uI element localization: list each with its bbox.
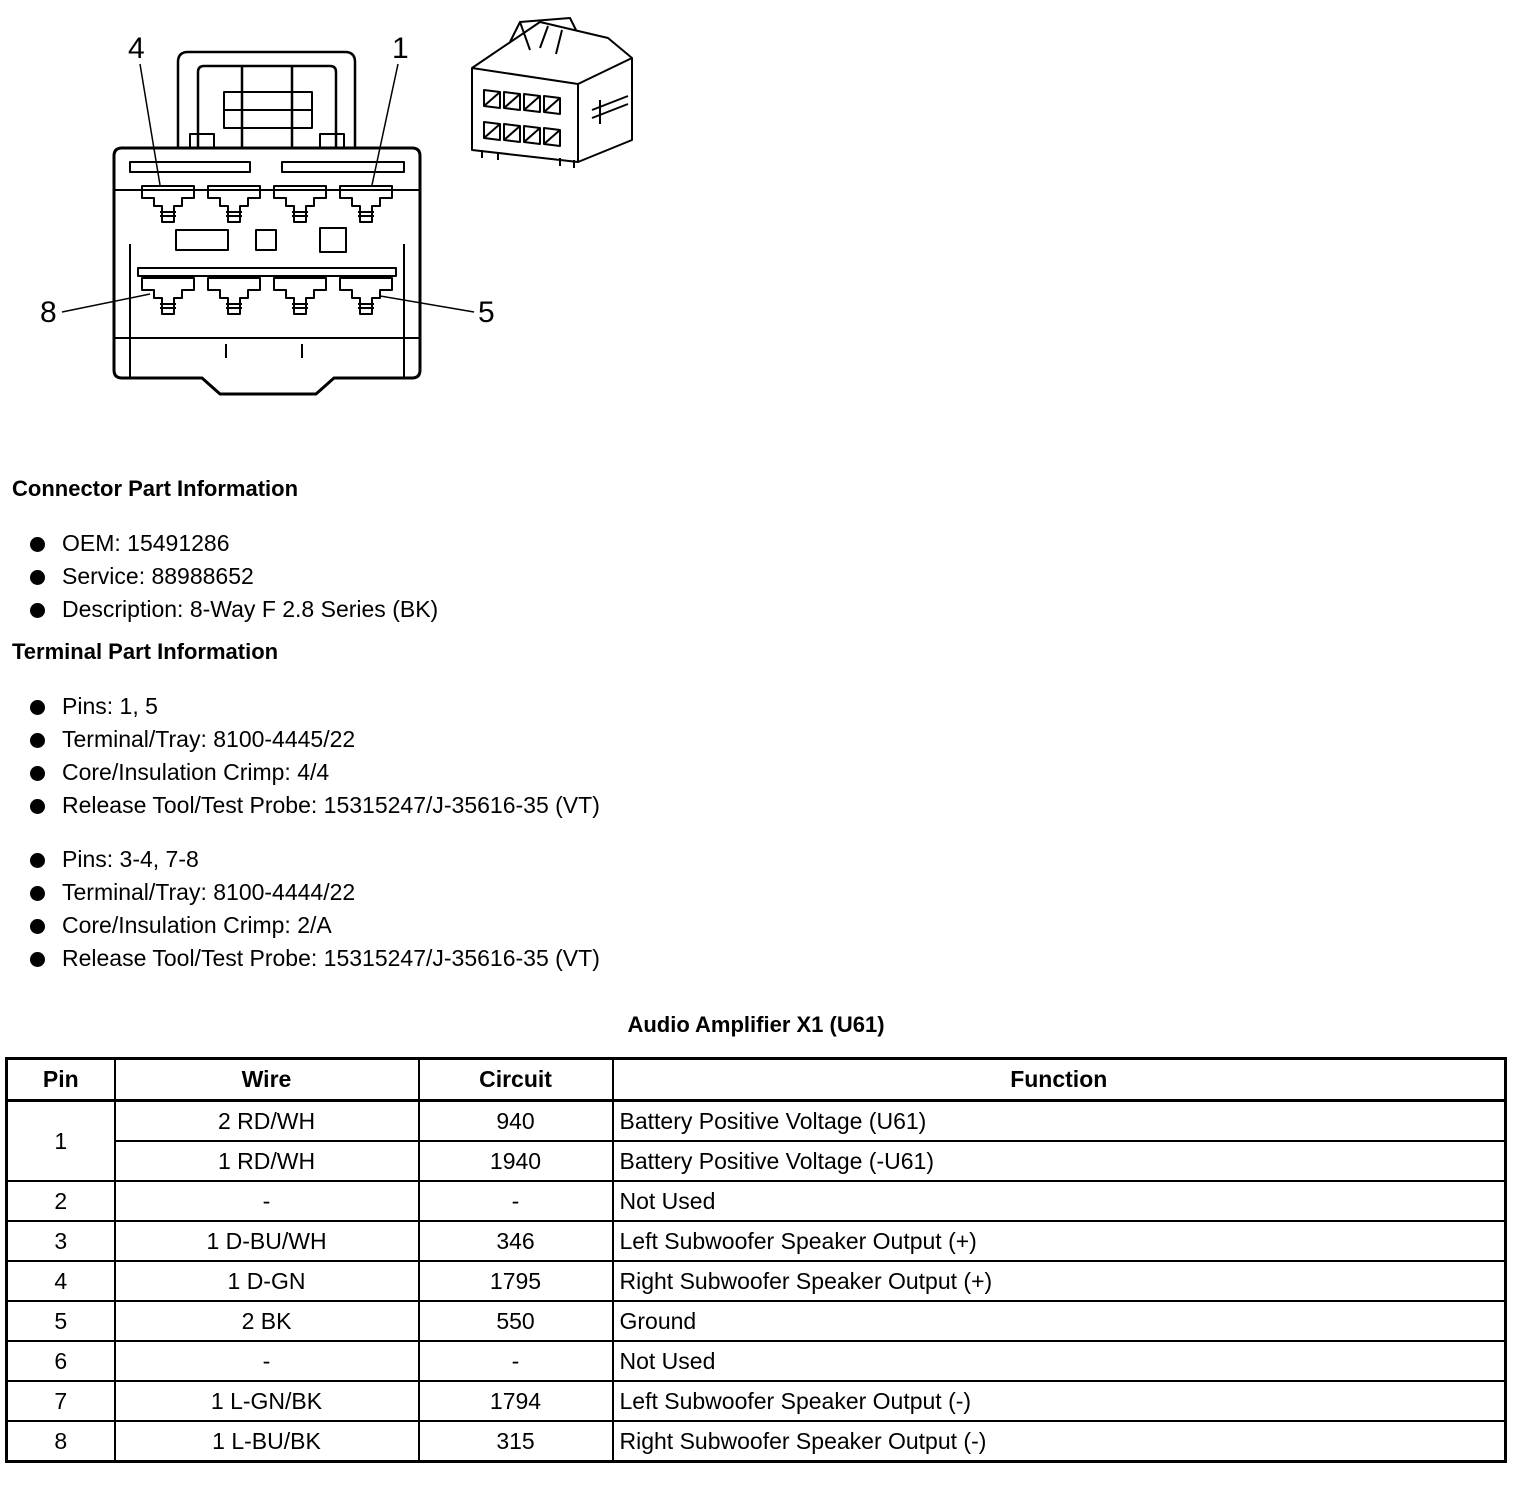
iso-cavity	[504, 124, 520, 142]
pin-cell: 7	[7, 1381, 115, 1421]
list-item-text: Terminal/Tray: 8100-4444/22	[62, 879, 356, 905]
connector-face-diagram	[0, 0, 700, 420]
list-item-text: OEM: 15491286	[62, 530, 230, 556]
circuit-cell: -	[419, 1181, 613, 1221]
bullet-icon	[30, 886, 45, 901]
circuit-cell: 1795	[419, 1261, 613, 1301]
list-item-text: Core/Insulation Crimp: 4/4	[62, 759, 330, 785]
pin-cell: 3	[7, 1221, 115, 1261]
connector-part-info-list	[30, 527, 438, 626]
pin-label-5: 5	[478, 296, 495, 329]
wire-cell: 2 RD/WH	[115, 1101, 419, 1142]
table-row	[7, 1421, 1506, 1462]
wire-cell: -	[115, 1181, 419, 1221]
header-pin: Pin	[7, 1059, 115, 1101]
header-wire: Wire	[115, 1059, 419, 1101]
pin-label-1: 1	[392, 32, 409, 65]
circuit-cell: 315	[419, 1421, 613, 1462]
list-item-text: Pins: 3-4, 7-8	[62, 846, 199, 872]
list-item	[30, 560, 438, 593]
list-item-text: Description: 8-Way F 2.8 Series (BK)	[62, 596, 439, 622]
function-cell: Not Used	[613, 1341, 1506, 1381]
bullet-icon	[30, 853, 45, 868]
wire-cell: 2 BK	[115, 1301, 419, 1341]
iso-cavity	[484, 122, 500, 140]
list-item	[30, 756, 600, 789]
list-item	[30, 789, 600, 822]
table-header-row	[7, 1059, 1506, 1101]
pin-cell: 5	[7, 1301, 115, 1341]
header-circuit: Circuit	[419, 1059, 613, 1101]
list-item-text: Release Tool/Test Probe: 15315247/J-35616-35 (VT)	[62, 792, 600, 818]
pin-cell: 2	[7, 1181, 115, 1221]
function-cell: Battery Positive Voltage (-U61)	[613, 1141, 1506, 1181]
pin-label-4: 4	[128, 32, 145, 65]
iso-cavity	[524, 126, 540, 144]
bullet-icon	[30, 799, 45, 814]
bullet-icon	[30, 570, 45, 585]
circuit-cell: -	[419, 1341, 613, 1381]
table-row	[7, 1141, 1506, 1181]
bullet-icon	[30, 603, 45, 618]
iso-cavity	[504, 92, 520, 110]
circuit-cell: 940	[419, 1101, 613, 1142]
list-item	[30, 876, 600, 909]
function-cell: Right Subwoofer Speaker Output (-)	[613, 1421, 1506, 1462]
pinout-table	[5, 1057, 1507, 1463]
pin-cell: 4	[7, 1261, 115, 1301]
list-item	[30, 723, 600, 756]
terminal-part-info-group-1	[30, 690, 600, 822]
table-row	[7, 1221, 1506, 1261]
wire-cell: 1 L-GN/BK	[115, 1381, 419, 1421]
wire-cell: 1 L-BU/BK	[115, 1421, 419, 1462]
wire-cell: 1 RD/WH	[115, 1141, 419, 1181]
connector-part-info-heading: Connector Part Information	[12, 476, 299, 501]
list-item	[30, 942, 600, 975]
iso-cavity	[524, 94, 540, 112]
function-cell: Battery Positive Voltage (U61)	[613, 1101, 1506, 1142]
table-row	[7, 1261, 1506, 1301]
iso-cavity	[544, 128, 560, 146]
bullet-icon	[30, 919, 45, 934]
list-item-text: Terminal/Tray: 8100-4445/22	[62, 726, 356, 752]
list-item	[30, 690, 600, 723]
wire-cell: 1 D-GN	[115, 1261, 419, 1301]
pin-cell: 1	[7, 1101, 115, 1182]
pin-label-8: 8	[40, 296, 57, 329]
list-item-text: Service: 88988652	[62, 563, 254, 589]
iso-cavity	[544, 96, 560, 114]
list-item-text: Core/Insulation Crimp: 2/A	[62, 912, 332, 938]
circuit-cell: 1794	[419, 1381, 613, 1421]
list-item-text: Pins: 1, 5	[62, 693, 158, 719]
function-cell: Not Used	[613, 1181, 1506, 1221]
list-item	[30, 593, 438, 626]
function-cell: Left Subwoofer Speaker Output (+)	[613, 1221, 1506, 1261]
function-cell: Ground	[613, 1301, 1506, 1341]
list-item	[30, 909, 600, 942]
header-function: Function	[613, 1059, 1506, 1101]
pin-cell: 8	[7, 1421, 115, 1462]
function-cell: Left Subwoofer Speaker Output (-)	[613, 1381, 1506, 1421]
bullet-icon	[30, 537, 45, 552]
table-row	[7, 1101, 1506, 1142]
wire-cell: -	[115, 1341, 419, 1381]
table-row	[7, 1381, 1506, 1421]
table-row	[7, 1341, 1506, 1381]
connector-isometric-view	[472, 18, 632, 168]
table-row	[7, 1181, 1506, 1221]
list-item	[30, 527, 438, 560]
circuit-cell: 346	[419, 1221, 613, 1261]
terminal-part-info-group-2	[30, 843, 600, 975]
bullet-icon	[30, 766, 45, 781]
circuit-cell: 1940	[419, 1141, 613, 1181]
iso-cavity	[484, 90, 500, 108]
pin-cell: 6	[7, 1341, 115, 1381]
circuit-cell: 550	[419, 1301, 613, 1341]
bullet-icon	[30, 952, 45, 967]
list-item	[30, 843, 600, 876]
table-row	[7, 1301, 1506, 1341]
list-item-text: Release Tool/Test Probe: 15315247/J-35616-35 (VT)	[62, 945, 600, 971]
terminal-part-info-heading: Terminal Part Information	[12, 639, 279, 664]
bullet-icon	[30, 700, 45, 715]
pinout-table-title: Audio Amplifier X1 (U61)	[627, 1012, 885, 1037]
bullet-icon	[30, 733, 45, 748]
wire-cell: 1 D-BU/WH	[115, 1221, 419, 1261]
function-cell: Right Subwoofer Speaker Output (+)	[613, 1261, 1506, 1301]
